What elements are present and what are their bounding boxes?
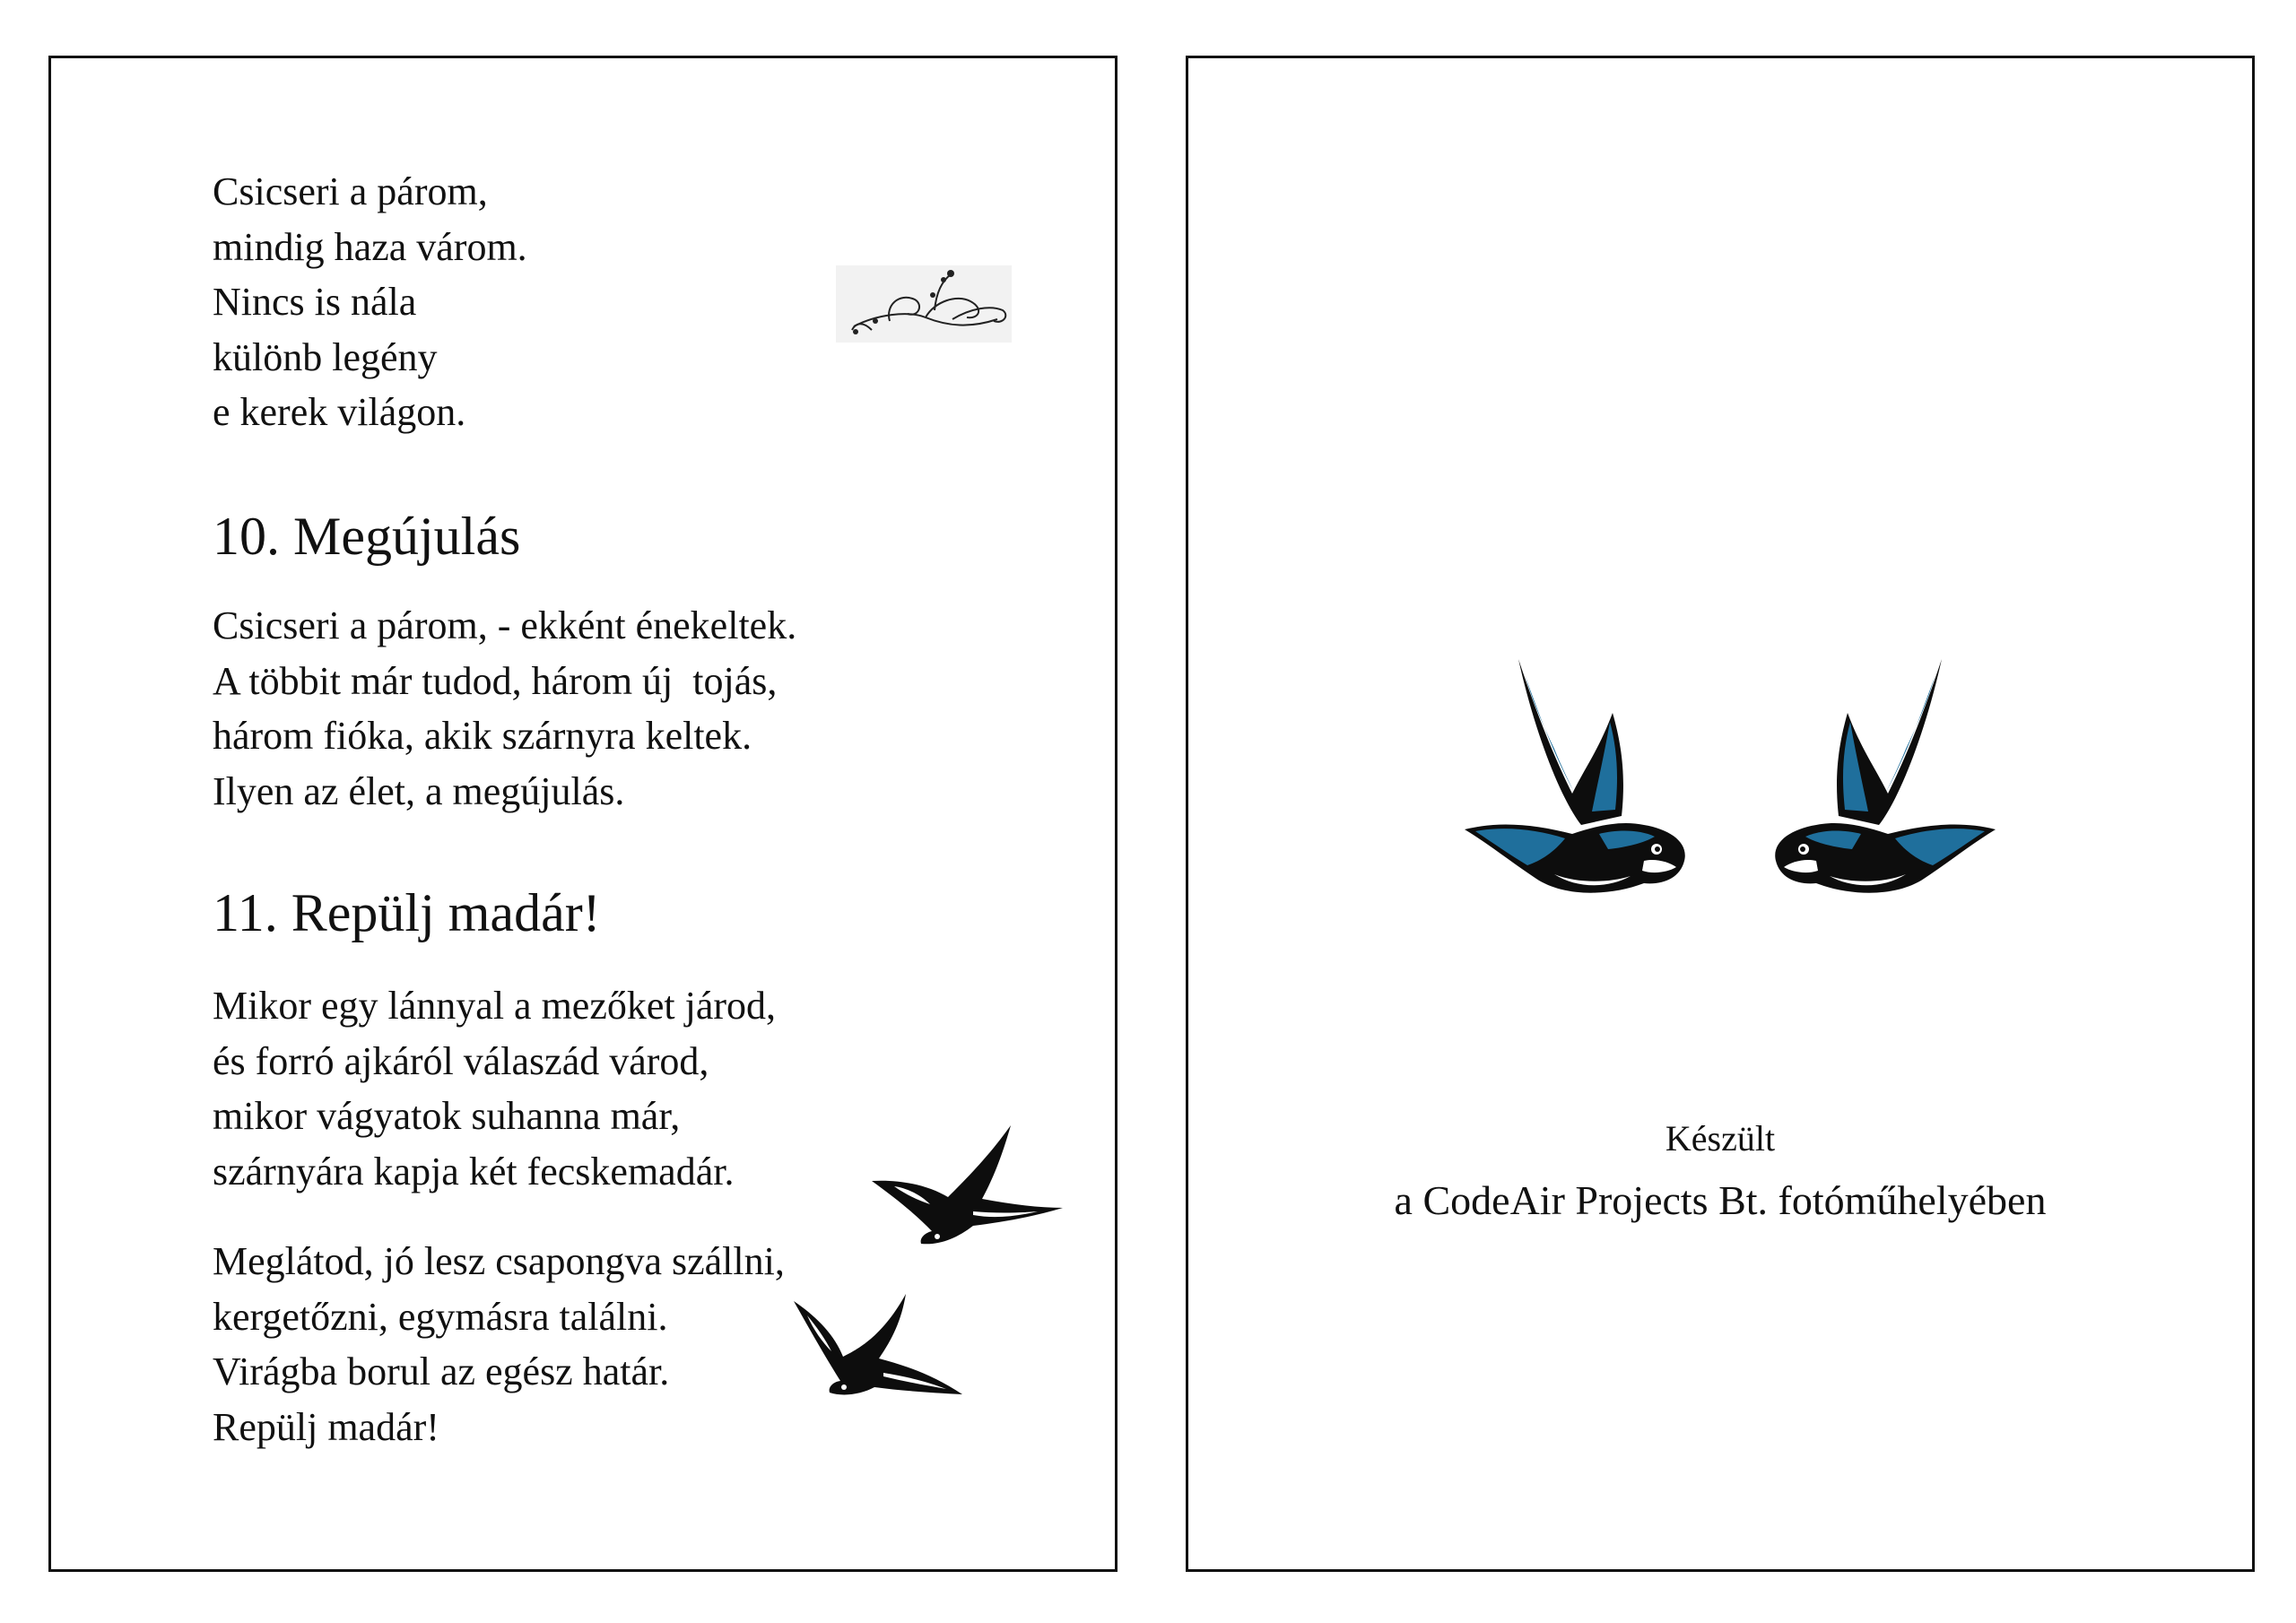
verse-line: mikor vágyatok suhanna már, bbox=[213, 1094, 681, 1138]
verse-line: Meglátod, jó lesz csapongva szállni, bbox=[213, 1239, 785, 1283]
verse-line: A többit már tudod, három új tojás, bbox=[213, 658, 778, 703]
swallow-tattoo-icon bbox=[1465, 659, 1698, 910]
verse-line: különb legény bbox=[213, 334, 438, 379]
swallow-silhouette-icon bbox=[867, 1125, 1065, 1251]
stanza-mikor-egy-lannyal bbox=[213, 978, 776, 1199]
section-heading-repulj-madar: 11. Repülj madár! bbox=[213, 883, 601, 942]
credit-made-label: Készült bbox=[1665, 1118, 1776, 1159]
verse-line: kergetőzni, egymásra találni. bbox=[213, 1294, 668, 1339]
swallow-silhouette-icon bbox=[794, 1294, 964, 1402]
stanza-megujulas bbox=[213, 598, 796, 819]
left-page bbox=[48, 56, 1118, 1572]
verse-line: Csicseri a párom, - ekként énekeltek. bbox=[213, 603, 797, 647]
floral-swirl-icon bbox=[836, 265, 1012, 343]
stanza-csicseri bbox=[213, 164, 527, 440]
verse-line: Virágba borul az egész határ. bbox=[213, 1350, 670, 1393]
swallow-tattoo-icon bbox=[1762, 659, 1996, 910]
right-page bbox=[1186, 56, 2255, 1572]
verse-line: három fióka, akik szárnyra keltek. bbox=[213, 714, 752, 758]
verse-line: Mikor egy lánnyal a mezőket járod, bbox=[213, 984, 777, 1028]
verse-line: e kerek világon. bbox=[213, 390, 466, 434]
verse-line: Ilyen az élet, a megújulás. bbox=[213, 768, 625, 813]
section-heading-megujulas: 10. Megújulás bbox=[213, 507, 521, 566]
verse-line: szárnyára kapja két fecskemadár. bbox=[213, 1149, 735, 1193]
stanza-meglatod bbox=[213, 1234, 785, 1454]
verse-line: és forró ajkáról válaszád várod, bbox=[213, 1038, 709, 1083]
verse-line: Nincs is nála bbox=[213, 280, 417, 324]
verse-line: Repülj madár! bbox=[213, 1404, 439, 1449]
credit-studio-label: a CodeAir Projects Bt. fotóműhelyében bbox=[1394, 1177, 2047, 1223]
verse-line: Csicseri a párom, bbox=[213, 169, 488, 213]
verse-line: mindig haza várom. bbox=[213, 224, 527, 269]
